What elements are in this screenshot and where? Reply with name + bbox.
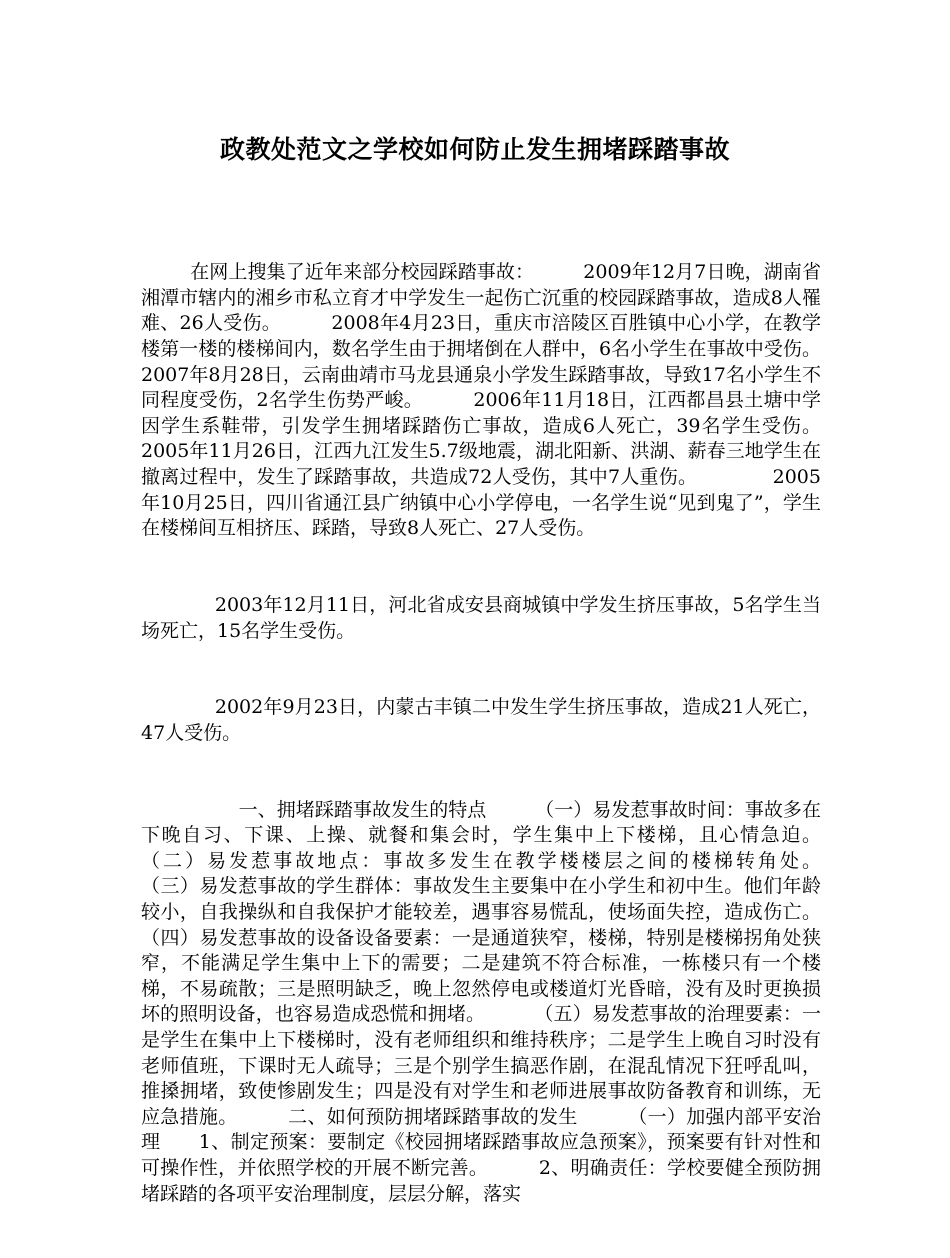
document-body — [141, 209, 870, 1258]
document-title: 政教处范文之学校如何防止发生拥堵踩踏事故 — [219, 135, 730, 164]
paragraph-characteristics-and-prevention: 一、拥堵踩踏事故发生的特点 （一）易发惹事故时间：事故多在下晚自习、下课、上操、就餐和集会时，学生集中上下楼梯，且心情急迫。 （二）易发惹事故地点：事故多发生在教学楼楼层之间的楼梯转角处。 （三）易发惹事故的学生群体：事故发生主要集中在小学生和初中生。他们年龄较小，自我操纵和自我保护才能较差，遇事容易慌乱，使场面失控，造成伤亡。 （四）易发惹事故的设备设备要素：一是通道狭窄，楼梯，特别是楼梯拐角处狭窄，不能满足学生集中上下的需要；二是建筑不符合标准，一栋楼只有一个楼梯，不易疏散；三是照明缺乏，晚上忽然停电或楼道灯光昏暗，没有及时更换损坏的照明设备，也容易造成恐慌和拥堵。 （五）易发惹事故的治理要素：一是学生在集中上下楼梯时，没有老师组织和维持秩序；二是学生上晚自习时没有老师值班，下课时无人疏导；三是个别学生搞恶作剧，在混乱情况下狂呼乱叫，推搡拥堵，致使惨剧发生；四是没有对学生和老师进展事故防备教育和训练，无应急措施。 二、如何预防拥堵踩踏事故的发生 （一）加强内部平安治理 1、制定预案：要制定《校园拥堵踩踏事故应急预案》，预案要有针对性和可操作性，并依照学校的开展不断完善。 2、明确责任：学校要健全预防拥堵踩踏的各项平安治理制度，层层分解，落实 — [141, 798, 870, 1205]
paragraph-2003-incident: 2003年12月11日，河北省成安县商城镇中学发生挤压事故，5名学生当场死亡，15名学生受伤。 — [141, 593, 821, 642]
paragraph-incidents: 在网上搜集了近年来部分校园踩踏事故： 2009年12月7日晚，湖南省湘潭市辖内的湘乡市私立育才中学发生一起伤亡沉重的校园踩踏事故，造成8人罹难、26人受伤。 2008年4月23日，重庆市涪陵区百胜镇中心小学，在教学楼第一楼的楼梯间内，数名学生由于拥堵倒在人群中，6名小学生在事故中受伤。 2007年8月28日，云南曲靖市马龙县通泉小学发生踩踏事故，导致17名小学生不同程度受伤，2名学生伤势严峻。 2006年11月18日，江西都昌县土塘中学因学生系鞋带，引发学生拥堵踩踏伤亡事故，造成6人死亡，39名学生受伤。 2005年11月26日，江西九江发生5.7级地震，湖北阳新、洪湖、薪春三地学生在撤离过程中，发生了踩踏事故，共造成72人受伤，其中7人重伤。 2005年10月25日，四川省通江县广纳镇中心小学停电，一名学生说“见到鬼了”，学生在楼梯间互相挤压、踩踏，导致8人死亡、27人受伤。 — [141, 261, 870, 540]
paragraph-2002-incident: 2002年9月23日，内蒙古丰镇二中发生学生挤压事故，造成21人死亡，47人受伤。 — [141, 696, 821, 744]
